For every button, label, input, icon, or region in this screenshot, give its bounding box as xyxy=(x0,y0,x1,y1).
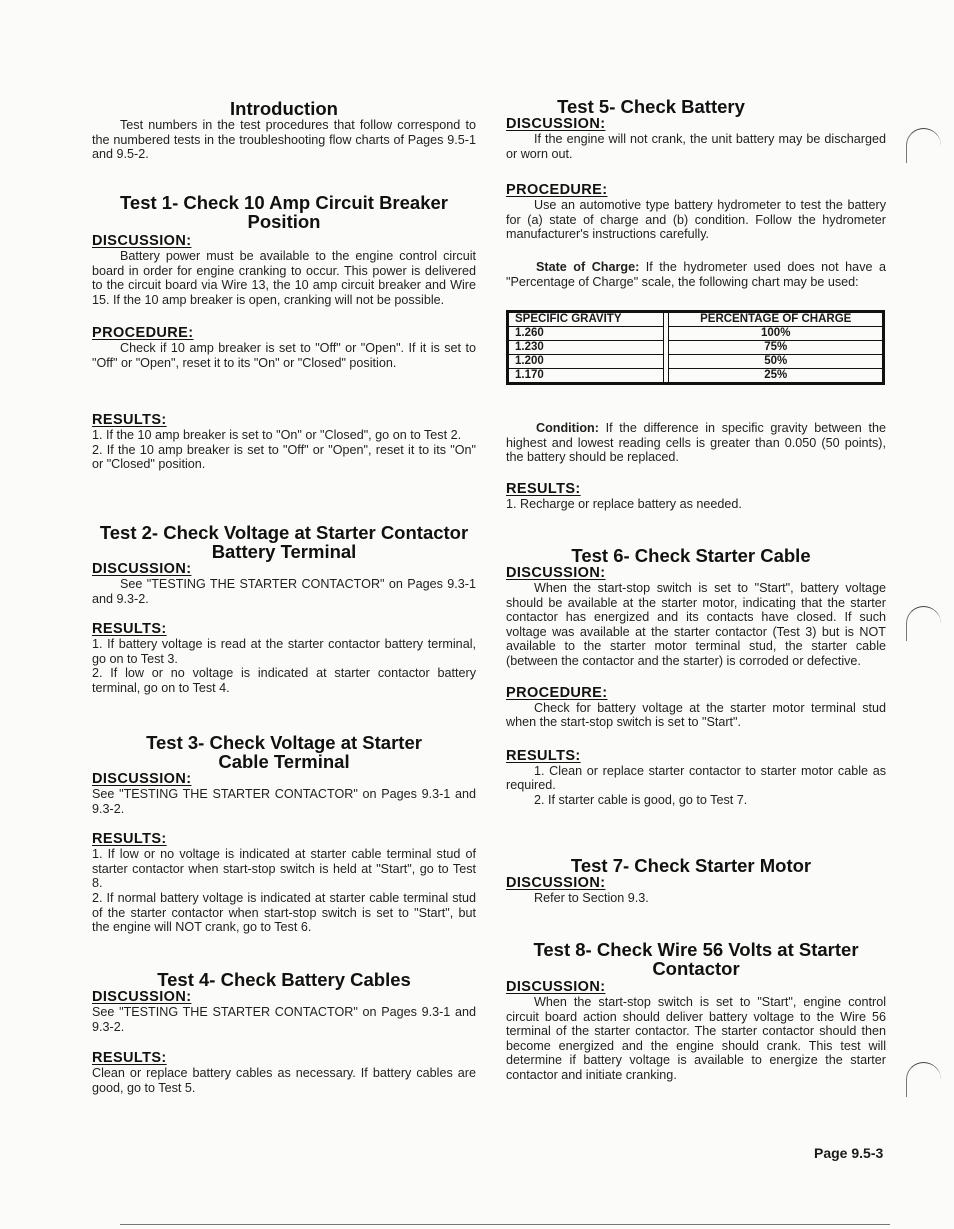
table-header-row xyxy=(508,312,884,327)
test3-heading: Test 3- Check Voltage at Starter Cable Terminal xyxy=(146,732,422,772)
test8-discussion-label: DISCUSSION: xyxy=(506,979,606,995)
test1-results-section xyxy=(92,412,476,472)
test2-results-list xyxy=(92,637,476,695)
test2-discussion-text: See "TESTING THE STARTER CONTACTOR" on Pages 9.3-1 and 9.3-2. xyxy=(92,577,476,606)
state-of-charge-text: If the hydrometer used does not have a "Percentage of Charge" scale, the following chart may be used: xyxy=(506,259,887,289)
test3-result-2: 2. If normal battery voltage is indicated at starter cable terminal stud of the starter contactor when start-stop switch is set to "Start", but the engine will NOT crank, go to Test 6. xyxy=(92,890,476,935)
table-row xyxy=(508,369,884,384)
test4-discussion-label: DISCUSSION: xyxy=(92,989,192,1005)
test1-section xyxy=(92,193,476,371)
test2-discussion-label: DISCUSSION: xyxy=(92,561,192,577)
condition-label: Condition: xyxy=(536,421,599,435)
test5-heading: Test 5- Check Battery xyxy=(557,96,745,117)
test5-condition-section xyxy=(506,421,886,511)
test1-procedure-text: Check if 10 amp breaker is set to "Off" or "Open". If it is set to "Off" or "Open", reset it to its "On" or "Closed" position. xyxy=(92,341,476,370)
test5-discussion-text: If the engine will not crank, the unit battery may be discharged or worn out. xyxy=(506,132,886,161)
test3-results-list xyxy=(92,847,476,935)
test6-results-list xyxy=(506,764,886,808)
test1-heading: Test 1- Check 10 Amp Circuit Breaker Position xyxy=(120,192,448,232)
header-specific-gravity: SPECIFIC GRAVITY xyxy=(508,312,664,327)
percentage-cell: 50% xyxy=(669,355,884,369)
table-row xyxy=(508,327,884,341)
gravity-cell: 1.260 xyxy=(508,327,664,341)
test5-state-of-charge xyxy=(506,260,886,289)
test1-results-label: RESULTS: xyxy=(92,412,167,428)
test1-discussion-label: DISCUSSION: xyxy=(92,233,192,249)
state-of-charge-label: State of Charge: xyxy=(536,259,640,274)
test6-discussion-label: DISCUSSION: xyxy=(506,565,606,581)
table-row xyxy=(508,355,884,369)
header-percentage-of-charge: PERCENTAGE OF CHARGE xyxy=(669,312,884,327)
test1-result-1: 1. If the 10 amp breaker is set to "On" or "Closed", go on to Test 2. xyxy=(92,428,462,442)
table-row xyxy=(508,341,884,355)
test4-results-label: RESULTS: xyxy=(92,1050,167,1067)
condition-text: If the difference in specific gravity between the highest and lowest reading cells is greater than 0.050 (50 points), the battery should be replaced. xyxy=(506,421,886,465)
percentage-cell: 75% xyxy=(669,341,884,355)
test2-heading: Test 2- Check Voltage at Starter Contactor Battery Terminal xyxy=(99,522,469,562)
test4-discussion-text: See "TESTING THE STARTER CONTACTOR" on Pages 9.3-1 and 9.3-2. xyxy=(92,1005,476,1034)
test5-procedure-text: Use an automotive type battery hydrometer to test the battery for (a) state of charge and (b) condition. Follow the hydrometer manufacturer's instructions carefully. xyxy=(506,198,886,242)
specific-gravity-table xyxy=(506,310,885,385)
test5-section xyxy=(506,97,886,289)
test2-section xyxy=(92,523,476,696)
test5-result-1: 1. Recharge or replace battery as needed. xyxy=(506,496,742,511)
test4-heading: Test 4- Check Battery Cables xyxy=(157,969,411,990)
test3-discussion-text: See "TESTING THE STARTER CONTACTOR" on Pages 9.3-1 and 9.3-2. xyxy=(92,787,476,816)
test6-procedure-label: PROCEDURE: xyxy=(506,684,608,701)
test7-discussion-text: Refer to Section 9.3. xyxy=(534,891,649,905)
test2-result-1: 1. If battery voltage is read at the starter contactor battery terminal, go on to Test 3. xyxy=(92,637,476,666)
test6-result-2: 2. If starter cable is good, go to Test 7. xyxy=(534,792,748,807)
test8-discussion-text: When the start-stop switch is set to "Start", engine control circuit board action should deliver battery voltage to the Wire 56 terminal of the starter contactor. The starter contactor should then become energized and the engine should crank. This test will determine if battery voltage is available to energize the starter contactor and initiate cranking. xyxy=(506,995,886,1082)
introduction-section xyxy=(92,99,476,162)
test2-results-label: RESULTS: xyxy=(92,621,167,638)
test1-discussion-text: Battery power must be available to the engine control circuit board in order for engine cranking to occur. This power is delivered to the circuit board via Wire 13, the 10 amp circuit breaker and Wire 15. If the 10 amp breaker is open, cranking will not be possible. xyxy=(92,249,476,307)
test1-procedure-label: PROCEDURE: xyxy=(92,325,194,342)
test7-section xyxy=(506,856,886,906)
percentage-cell: 100% xyxy=(669,327,884,341)
punch-hole-mark xyxy=(906,606,941,641)
test3-discussion-label: DISCUSSION: xyxy=(92,771,192,787)
test6-section xyxy=(506,546,886,808)
test6-result-1: 1. Clean or replace starter contactor to starter motor cable as required. xyxy=(506,763,886,793)
test7-heading: Test 7- Check Starter Motor xyxy=(570,855,812,876)
test2-result-2: 2. If low or no voltage is indicated at starter contactor battery terminal, go on to Test 4. xyxy=(92,666,476,695)
punch-hole-mark xyxy=(906,1062,941,1097)
test6-results-label: RESULTS: xyxy=(506,747,581,764)
test6-discussion-text: When the start-stop switch is set to "Start", battery voltage should be available at the starter motor, indicating that the starter contactor has energized and its contacts have closed. If such voltage was available at the starter contactor (Test 3) but is NOT available to the starter motor terminal stud, the starter cable (between the contactor and the starter) is corroded or defective. xyxy=(506,581,886,668)
gravity-cell: 1.230 xyxy=(508,341,664,355)
test1-result-2: 2. If the 10 amp breaker is set to "Off" or "Open", reset it to its "On" or "Closed" position. xyxy=(92,442,476,472)
test6-heading: Test 6- Check Starter Cable xyxy=(571,545,811,566)
test5-results-label: RESULTS: xyxy=(506,480,581,497)
test8-section xyxy=(506,940,886,1083)
test3-results-label: RESULTS: xyxy=(92,831,167,848)
test5-condition xyxy=(506,421,886,465)
gravity-cell: 1.170 xyxy=(508,369,664,384)
test5-discussion-label: DISCUSSION: xyxy=(506,116,606,132)
test6-procedure-text: Check for battery voltage at the starter motor terminal stud when the start-stop switch is set to "Start". xyxy=(506,700,886,730)
page-number: Page 9.5-3 xyxy=(814,1145,884,1161)
introduction-heading: Introduction xyxy=(230,98,338,119)
test1-results-list xyxy=(92,428,476,472)
test4-section xyxy=(92,970,476,1095)
test4-result-1: Clean or replace battery cables as necessary. If battery cables are good, go to Test 5. xyxy=(92,1066,476,1095)
introduction-text: Test numbers in the test procedures that follow correspond to the numbered tests in the troubleshooting flow charts of Pages 9.5-1 and 9.5-2. xyxy=(92,118,476,162)
punch-hole-mark xyxy=(906,128,941,163)
test3-section xyxy=(92,733,476,935)
test3-result-1: 1. If low or no voltage is indicated at starter cable terminal stud of starter contactor when start-stop switch is held at "Start", go to Test 8. xyxy=(92,847,476,891)
test5-procedure-label: PROCEDURE: xyxy=(506,182,608,199)
gravity-cell: 1.200 xyxy=(508,355,664,369)
percentage-cell: 25% xyxy=(669,369,884,384)
test7-discussion-label: DISCUSSION: xyxy=(506,875,606,891)
page-edge-line xyxy=(120,1224,890,1225)
test8-heading: Test 8- Check Wire 56 Volts at Starter Contactor xyxy=(533,939,859,979)
